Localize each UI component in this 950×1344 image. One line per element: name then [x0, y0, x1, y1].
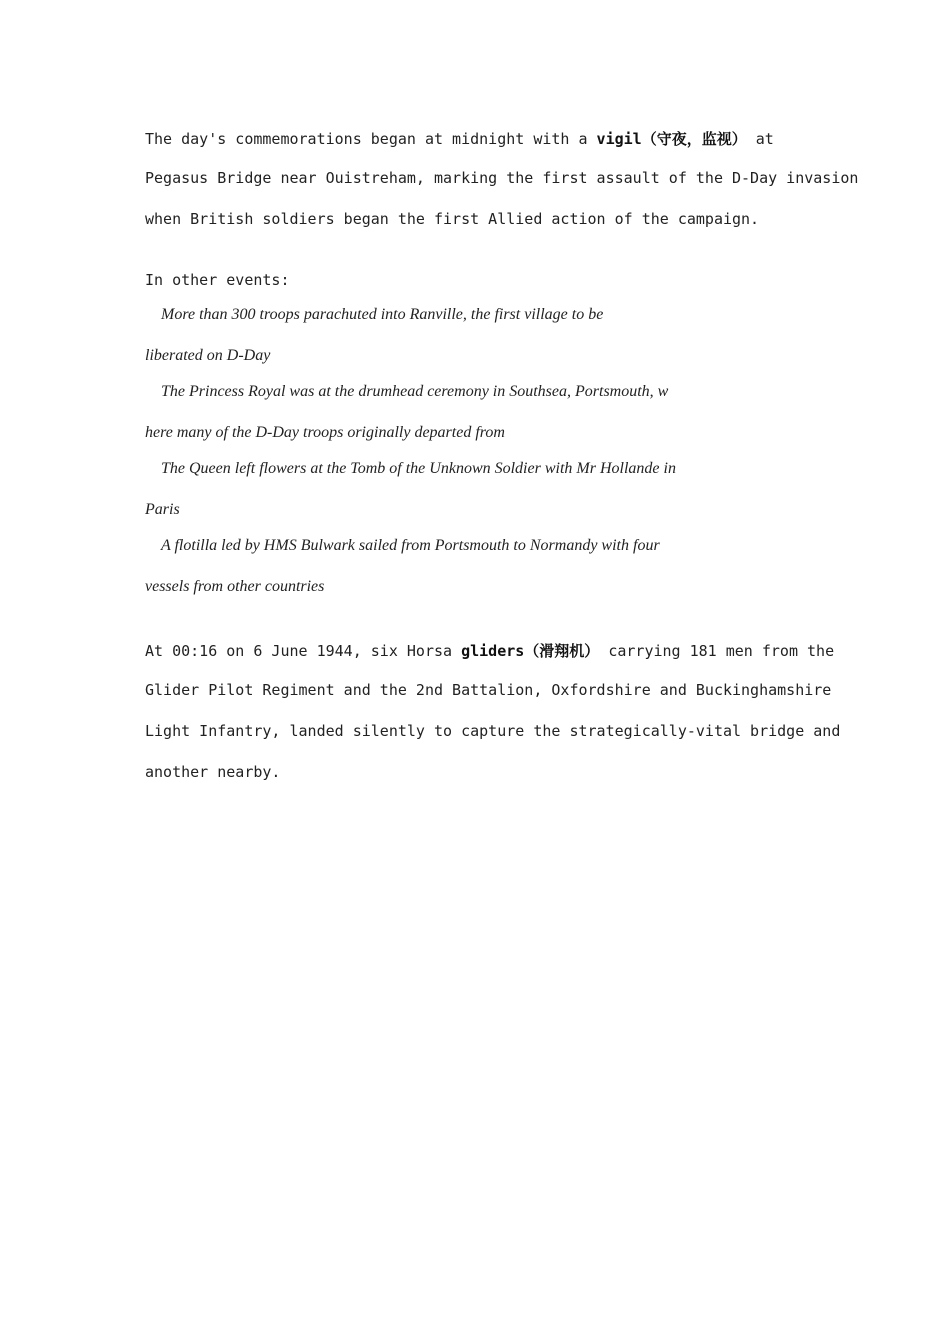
paragraph-intro-line-3: when British soldiers began the first Allied action of the campaign.	[145, 210, 760, 228]
intro-text-start: The day's commemorations began at midnight with a	[145, 130, 597, 148]
gliders-text-start: At 00:16 on 6 June 1944, six Horsa	[145, 642, 462, 660]
event-line-1: The Queen left flowers at the Tomb of the Unknown Soldier with Mr Hollande in	[161, 460, 676, 477]
event-line-1: More than 300 troops parachuted into Ranville, the first village to be	[161, 306, 604, 323]
gliders-text-end: carrying 181 men from the	[599, 642, 835, 660]
event-line-2: vessels from other countries	[145, 578, 325, 595]
paragraph-intro-line-1	[145, 128, 774, 149]
paragraph-gliders-line-4: another nearby.	[145, 763, 281, 781]
vocab-gliders: gliders（滑翔机）	[461, 642, 600, 660]
event-line-1: A flotilla led by HMS Bulwark sailed from Portsmouth to Normandy with four	[161, 537, 660, 554]
vocab-vigil: vigil（守夜，监视）	[596, 130, 747, 148]
paragraph-gliders-line-2: Glider Pilot Regiment and the 2nd Battalion, Oxfordshire and Buckinghamshire	[145, 681, 832, 699]
event-line-2: here many of the D-Day troops originally departed from	[145, 424, 505, 441]
paragraph-intro-line-2: Pegasus Bridge near Ouistreham, marking the first assault of the D-Day invasion	[145, 169, 859, 187]
paragraph-gliders-line-1	[145, 640, 834, 661]
events-heading: In other events:	[145, 271, 290, 289]
event-line-1: The Princess Royal was at the drumhead ceremony in Southsea, Portsmouth, w	[161, 383, 669, 400]
paragraph-gliders-line-3: Light Infantry, landed silently to capture the strategically-vital bridge and	[145, 722, 841, 740]
intro-text-end: at	[746, 130, 774, 148]
event-line-2: liberated on D-Day	[145, 347, 271, 364]
event-line-2: Paris	[145, 501, 180, 518]
